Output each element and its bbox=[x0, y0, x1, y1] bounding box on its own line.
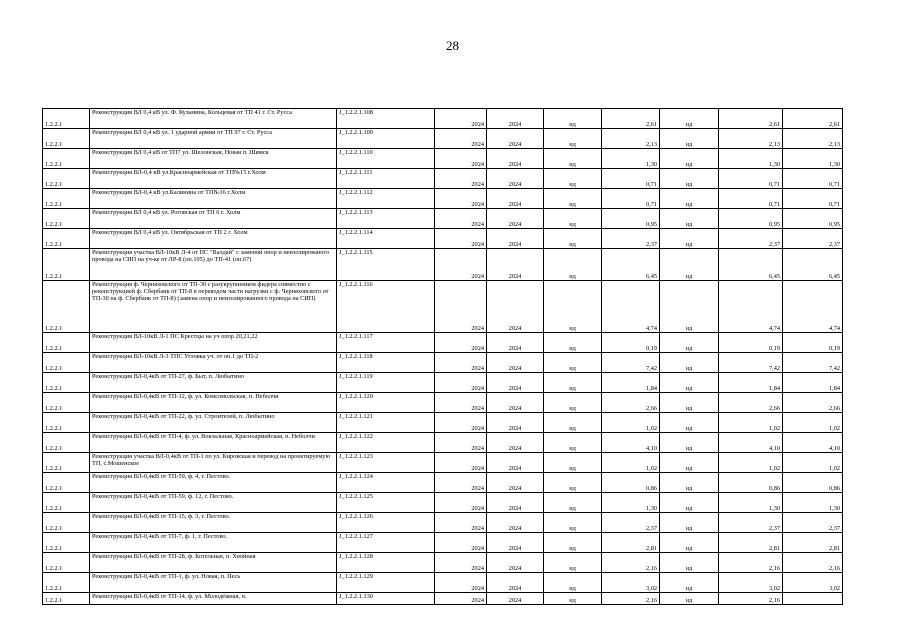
table-row bbox=[43, 513, 843, 533]
table-row bbox=[43, 333, 843, 353]
row-value-1: 2,16 bbox=[602, 553, 660, 573]
row-year-start: 2024 bbox=[435, 249, 487, 281]
row-value-1: 6,45 bbox=[602, 249, 660, 281]
row-value-1: 2,61 bbox=[602, 109, 660, 129]
row-year-start: 2024 bbox=[435, 493, 487, 513]
table-row bbox=[43, 149, 843, 169]
row-name: Реконструкция ВЛ-10кВ Л-3 ТПС Угловка уч. от оп.1 до ТП-2 bbox=[90, 353, 337, 373]
row-year-start: 2024 bbox=[435, 169, 487, 189]
row-code: 1.2.2.1 bbox=[43, 149, 90, 169]
row-value-3: 4,74 bbox=[783, 281, 843, 333]
row-value-2: 6,45 bbox=[719, 249, 783, 281]
table-row bbox=[43, 573, 843, 593]
row-nd-1: нд bbox=[544, 433, 602, 453]
row-year-start: 2024 bbox=[435, 281, 487, 333]
row-id: J_1.2.2.1.109 bbox=[337, 129, 435, 149]
row-name: Реконструкция ВЛ-0,4кВ от ТП-14, ф. ул. Молодёжная, п. bbox=[90, 593, 337, 605]
row-value-2: 4,10 bbox=[719, 433, 783, 453]
row-value-1: 0,86 bbox=[602, 473, 660, 493]
row-value-2: 2,66 bbox=[719, 393, 783, 413]
row-nd-2: нд bbox=[660, 189, 719, 209]
table-row bbox=[43, 453, 843, 473]
row-name: Реконструкция ВЛ-0,4 кВ ул.Красноармейская от ТП№15 г.Холм bbox=[90, 169, 337, 189]
row-value-3: 0,71 bbox=[783, 189, 843, 209]
row-nd-1: нд bbox=[544, 493, 602, 513]
row-nd-2: нд bbox=[660, 573, 719, 593]
row-name: Реконструкция ВЛ-0,4кВ от ТП-12, ф. ул. Комсомольская, п. Неболчи bbox=[90, 393, 337, 413]
row-year-end: 2024 bbox=[487, 513, 544, 533]
row-year-start: 2024 bbox=[435, 189, 487, 209]
row-value-3: 1,30 bbox=[783, 493, 843, 513]
row-value-3: 2,16 bbox=[783, 553, 843, 573]
row-nd-2: нд bbox=[660, 433, 719, 453]
row-id: J_1.2.2.1.127 bbox=[337, 533, 435, 553]
row-value-2: 0,71 bbox=[719, 169, 783, 189]
row-id: J_1.2.2.1.121 bbox=[337, 413, 435, 433]
row-value-3: 0,71 bbox=[783, 169, 843, 189]
row-year-end: 2024 bbox=[487, 593, 544, 605]
row-code: 1.2.2.1 bbox=[43, 453, 90, 473]
row-name: Реконструкция ф. Черняховского от ТП-30 с разукрупнением фидера совместно с реконструкцией ф. Сбербанк от ТП-8 в переводом части нагрузки с ф. Черняховского от ТП-30 на ф. Сбербанк от ТП-8) (замена опор и неизолированного провода на СИП) bbox=[90, 281, 337, 333]
row-code: 1.2.2.1 bbox=[43, 169, 90, 189]
row-name: Реконструкция ВЛ-0,4кВ от ТП-1, ф. ул. Новая, п. Песь bbox=[90, 573, 337, 593]
row-value-2: 2,61 bbox=[719, 109, 783, 129]
row-value-1: 0,95 bbox=[602, 209, 660, 229]
table-row bbox=[43, 109, 843, 129]
row-name: Реконструкция ВЛ-10кВ Л-1 ПС Крестцы на уч опор 20,21,22 bbox=[90, 333, 337, 353]
row-year-end: 2024 bbox=[487, 281, 544, 333]
row-nd-2: нд bbox=[660, 149, 719, 169]
row-nd-1: нд bbox=[544, 333, 602, 353]
row-nd-2: нд bbox=[660, 129, 719, 149]
row-year-end: 2024 bbox=[487, 149, 544, 169]
row-year-start: 2024 bbox=[435, 373, 487, 393]
row-code: 1.2.2.1 bbox=[43, 513, 90, 533]
row-value-1: 0,19 bbox=[602, 333, 660, 353]
row-year-end: 2024 bbox=[487, 473, 544, 493]
row-value-2: 1,02 bbox=[719, 453, 783, 473]
row-nd-2: нд bbox=[660, 453, 719, 473]
row-code: 1.2.2.1 bbox=[43, 229, 90, 249]
row-nd-1: нд bbox=[544, 573, 602, 593]
row-year-end: 2024 bbox=[487, 249, 544, 281]
table-row bbox=[43, 593, 843, 605]
row-code: 1.2.2.1 bbox=[43, 249, 90, 281]
row-name: Реконструкция ВЛ-0,4кВ от ТП-15, ф. 3, г. Пестово. bbox=[90, 513, 337, 533]
row-value-1: 4,10 bbox=[602, 433, 660, 453]
table-row bbox=[43, 129, 843, 149]
row-value-3: 1,30 bbox=[783, 149, 843, 169]
row-value-3: 2,37 bbox=[783, 229, 843, 249]
row-nd-2: нд bbox=[660, 169, 719, 189]
row-code: 1.2.2.1 bbox=[43, 413, 90, 433]
row-value-1: 1,84 bbox=[602, 373, 660, 393]
row-value-1: 1,02 bbox=[602, 413, 660, 433]
row-value-3: 2,13 bbox=[783, 129, 843, 149]
row-nd-2: нд bbox=[660, 473, 719, 493]
row-nd-2: нд bbox=[660, 109, 719, 129]
row-value-2: 2,81 bbox=[719, 533, 783, 553]
row-code: 1.2.2.1 bbox=[43, 353, 90, 373]
row-nd-1: нд bbox=[544, 533, 602, 553]
row-value-1: 3,02 bbox=[602, 573, 660, 593]
row-nd-1: нд bbox=[544, 413, 602, 433]
row-nd-2: нд bbox=[660, 553, 719, 573]
row-year-start: 2024 bbox=[435, 573, 487, 593]
table-row bbox=[43, 533, 843, 553]
row-value-2: 4,74 bbox=[719, 281, 783, 333]
row-name: Реконструкция ВЛ-0,4кВ от ТП-59, ф. 12, г. Пестово. bbox=[90, 493, 337, 513]
row-code: 1.2.2.1 bbox=[43, 109, 90, 129]
row-name: Реконструкция ВЛ-0,4кВ от ТП-4, ф. ул. Вокзальная, Красноармейская, п. Неболчи bbox=[90, 433, 337, 453]
row-nd-1: нд bbox=[544, 393, 602, 413]
row-id: J_1.2.2.1.128 bbox=[337, 553, 435, 573]
row-value-1: 2,37 bbox=[602, 229, 660, 249]
row-code: 1.2.2.1 bbox=[43, 593, 90, 605]
row-value-1: 1,30 bbox=[602, 493, 660, 513]
row-value-3: 4,10 bbox=[783, 433, 843, 453]
row-nd-2: нд bbox=[660, 393, 719, 413]
row-year-start: 2024 bbox=[435, 473, 487, 493]
row-code: 1.2.2.1 bbox=[43, 493, 90, 513]
row-nd-2: нд bbox=[660, 533, 719, 553]
row-nd-2: нд bbox=[660, 281, 719, 333]
row-code: 1.2.2.1 bbox=[43, 333, 90, 353]
row-value-1: 2,37 bbox=[602, 513, 660, 533]
row-name: Реконструкция ВЛ-0,4кВ от ТП-59, ф. 4, г. Пестово. bbox=[90, 473, 337, 493]
row-year-end: 2024 bbox=[487, 333, 544, 353]
row-year-start: 2024 bbox=[435, 129, 487, 149]
row-name: Реконструкция ВЛ 0,4 кВ от ТП7 ул. Шелонская, Новая п. Шимск bbox=[90, 149, 337, 169]
row-name: Реконструкция ВЛ-0,4кВ от ТП-7, ф. 1, г. Пестово. bbox=[90, 533, 337, 553]
row-nd-2: нд bbox=[660, 209, 719, 229]
table-row bbox=[43, 473, 843, 493]
row-value-2: 2,37 bbox=[719, 513, 783, 533]
row-nd-2: нд bbox=[660, 249, 719, 281]
row-id: J_1.2.2.1.108 bbox=[337, 109, 435, 129]
table-row bbox=[43, 553, 843, 573]
row-year-end: 2024 bbox=[487, 573, 544, 593]
row-year-start: 2024 bbox=[435, 109, 487, 129]
row-value-2: 0,95 bbox=[719, 209, 783, 229]
row-value-3: 1,02 bbox=[783, 413, 843, 433]
row-name: Реконструкция ВЛ-0,4 кВ ул.Калинина от ТП№16 г.Холм bbox=[90, 189, 337, 209]
row-nd-1: нд bbox=[544, 249, 602, 281]
row-nd-1: нд bbox=[544, 109, 602, 129]
table-row bbox=[43, 189, 843, 209]
row-nd-2: нд bbox=[660, 373, 719, 393]
table-row bbox=[43, 281, 843, 333]
row-year-end: 2024 bbox=[487, 189, 544, 209]
row-value-2: 1,30 bbox=[719, 149, 783, 169]
row-year-end: 2024 bbox=[487, 169, 544, 189]
row-id: J_1.2.2.1.113 bbox=[337, 209, 435, 229]
row-value-3 bbox=[783, 593, 843, 605]
row-value-1: 4,74 bbox=[602, 281, 660, 333]
row-code: 1.2.2.1 bbox=[43, 473, 90, 493]
row-year-start: 2024 bbox=[435, 433, 487, 453]
row-value-1: 2,66 bbox=[602, 393, 660, 413]
row-value-3: 1,84 bbox=[783, 373, 843, 393]
row-value-2: 0,19 bbox=[719, 333, 783, 353]
row-year-start: 2024 bbox=[435, 353, 487, 373]
row-code: 1.2.2.1 bbox=[43, 129, 90, 149]
row-nd-1: нд bbox=[544, 169, 602, 189]
row-year-end: 2024 bbox=[487, 493, 544, 513]
row-code: 1.2.2.1 bbox=[43, 281, 90, 333]
row-value-2: 7,42 bbox=[719, 353, 783, 373]
row-code: 1.2.2.1 bbox=[43, 373, 90, 393]
table-row bbox=[43, 373, 843, 393]
row-value-3: 0,86 bbox=[783, 473, 843, 493]
row-value-3: 1,02 bbox=[783, 453, 843, 473]
row-value-1: 1,30 bbox=[602, 149, 660, 169]
row-year-start: 2024 bbox=[435, 393, 487, 413]
row-year-start: 2024 bbox=[435, 533, 487, 553]
row-year-start: 2024 bbox=[435, 229, 487, 249]
row-value-3: 2,37 bbox=[783, 513, 843, 533]
table-row bbox=[43, 249, 843, 281]
row-code: 1.2.2.1 bbox=[43, 553, 90, 573]
row-nd-2: нд bbox=[660, 413, 719, 433]
row-nd-2: нд bbox=[660, 229, 719, 249]
row-nd-1: нд bbox=[544, 373, 602, 393]
row-id: J_1.2.2.1.110 bbox=[337, 149, 435, 169]
row-code: 1.2.2.1 bbox=[43, 533, 90, 553]
row-name: Реконструкция ВЛ-0,4кВ от ТП-27, ф. Быт, п. Любытино bbox=[90, 373, 337, 393]
row-name: Реконструкция участка ВЛ-10кВ Л-4 от ПС "Валдай" с заменой опор и неизолированого провода на СИП на уч-ке от ЛР-8 (оп.105) до ТП-41 (оп.67) bbox=[90, 249, 337, 281]
row-name: Реконструкция ВЛ 0,4 кВ ул. Октябрьская от ТП 2 г. Холм bbox=[90, 229, 337, 249]
row-value-2: 0,71 bbox=[719, 189, 783, 209]
row-id: J_1.2.2.1.116 bbox=[337, 281, 435, 333]
row-value-2: 2,13 bbox=[719, 129, 783, 149]
row-value-2: 3,02 bbox=[719, 573, 783, 593]
row-id: J_1.2.2.1.115 bbox=[337, 249, 435, 281]
row-id: J_1.2.2.1.114 bbox=[337, 229, 435, 249]
row-nd-1: нд bbox=[544, 593, 602, 605]
row-nd-1: нд bbox=[544, 149, 602, 169]
row-code: 1.2.2.1 bbox=[43, 433, 90, 453]
row-id: J_1.2.2.1.130 bbox=[337, 593, 435, 605]
row-year-end: 2024 bbox=[487, 129, 544, 149]
row-year-end: 2024 bbox=[487, 413, 544, 433]
row-year-start: 2024 bbox=[435, 413, 487, 433]
row-year-end: 2024 bbox=[487, 209, 544, 229]
row-name: Реконструкция ВЛ-0,4кВ от ТП-28, ф. Котельная, п. Хвойная bbox=[90, 553, 337, 573]
row-year-end: 2024 bbox=[487, 353, 544, 373]
row-name: Реконструкция ВЛ 0,4 кВ ул. Ф. Кузьмина, Кольцевая от ТП 41 г. Ст. Русса bbox=[90, 109, 337, 129]
row-nd-1: нд bbox=[544, 513, 602, 533]
row-nd-2: нд bbox=[660, 333, 719, 353]
row-value-3: 2,81 bbox=[783, 533, 843, 553]
row-code: 1.2.2.1 bbox=[43, 393, 90, 413]
row-year-start: 2024 bbox=[435, 453, 487, 473]
row-nd-1: нд bbox=[544, 453, 602, 473]
row-value-2: 1,02 bbox=[719, 413, 783, 433]
row-value-1: 0,71 bbox=[602, 169, 660, 189]
row-nd-1: нд bbox=[544, 473, 602, 493]
row-value-1: 2,16 bbox=[602, 593, 660, 605]
row-year-end: 2024 bbox=[487, 433, 544, 453]
table-row bbox=[43, 393, 843, 413]
row-year-end: 2024 bbox=[487, 453, 544, 473]
row-value-3: 6,45 bbox=[783, 249, 843, 281]
row-nd-2: нд bbox=[660, 593, 719, 605]
row-year-end: 2024 bbox=[487, 109, 544, 129]
row-value-2: 2,16 bbox=[719, 593, 783, 605]
row-year-start: 2024 bbox=[435, 593, 487, 605]
table-row bbox=[43, 229, 843, 249]
row-nd-1: нд bbox=[544, 553, 602, 573]
table-row bbox=[43, 209, 843, 229]
row-value-3: 2,66 bbox=[783, 393, 843, 413]
row-id: J_1.2.2.1.124 bbox=[337, 473, 435, 493]
row-code: 1.2.2.1 bbox=[43, 573, 90, 593]
row-nd-2: нд bbox=[660, 353, 719, 373]
row-value-2: 1,30 bbox=[719, 493, 783, 513]
row-id: J_1.2.2.1.126 bbox=[337, 513, 435, 533]
row-id: J_1.2.2.1.129 bbox=[337, 573, 435, 593]
row-value-1: 0,71 bbox=[602, 189, 660, 209]
row-year-end: 2024 bbox=[487, 373, 544, 393]
row-nd-1: нд bbox=[544, 281, 602, 333]
row-value-1: 2,13 bbox=[602, 129, 660, 149]
row-year-start: 2024 bbox=[435, 553, 487, 573]
row-code: 1.2.2.1 bbox=[43, 189, 90, 209]
table-body bbox=[43, 109, 843, 605]
row-year-start: 2024 bbox=[435, 209, 487, 229]
page-number: 28 bbox=[446, 38, 459, 53]
row-name: Реконструкция ВЛ 0,4 кВ ул. 1 ударной армии от ТП 97 г. Ст. Русса bbox=[90, 129, 337, 149]
row-nd-1: нд bbox=[544, 209, 602, 229]
row-nd-2: нд bbox=[660, 493, 719, 513]
row-nd-1: нд bbox=[544, 189, 602, 209]
row-value-2: 2,16 bbox=[719, 553, 783, 573]
row-year-end: 2024 bbox=[487, 229, 544, 249]
row-value-1: 2,81 bbox=[602, 533, 660, 553]
row-nd-1: нд bbox=[544, 353, 602, 373]
row-year-end: 2024 bbox=[487, 393, 544, 413]
row-id: J_1.2.2.1.111 bbox=[337, 169, 435, 189]
row-value-1: 1,02 bbox=[602, 453, 660, 473]
row-value-3: 2,61 bbox=[783, 109, 843, 129]
row-id: J_1.2.2.1.123 bbox=[337, 453, 435, 473]
table-row bbox=[43, 169, 843, 189]
row-name: Реконструкция ВЛ-0,4кВ от ТП-22, ф. ул. Строителей, п. Любытино bbox=[90, 413, 337, 433]
row-id: J_1.2.2.1.122 bbox=[337, 433, 435, 453]
row-year-start: 2024 bbox=[435, 513, 487, 533]
row-value-3: 3,02 bbox=[783, 573, 843, 593]
table-row bbox=[43, 353, 843, 373]
row-value-2: 2,37 bbox=[719, 229, 783, 249]
row-nd-2: нд bbox=[660, 513, 719, 533]
row-id: J_1.2.2.1.120 bbox=[337, 393, 435, 413]
row-id: J_1.2.2.1.125 bbox=[337, 493, 435, 513]
row-year-start: 2024 bbox=[435, 333, 487, 353]
row-value-3: 7,42 bbox=[783, 353, 843, 373]
row-id: J_1.2.2.1.112 bbox=[337, 189, 435, 209]
table-row bbox=[43, 493, 843, 513]
row-value-2: 1,84 bbox=[719, 373, 783, 393]
table-row bbox=[43, 433, 843, 453]
table-row bbox=[43, 413, 843, 433]
row-id: J_1.2.2.1.117 bbox=[337, 333, 435, 353]
row-value-3: 0,95 bbox=[783, 209, 843, 229]
row-nd-1: нд bbox=[544, 129, 602, 149]
row-year-end: 2024 bbox=[487, 533, 544, 553]
investment-table bbox=[42, 108, 843, 605]
row-code: 1.2.2.1 bbox=[43, 209, 90, 229]
row-id: J_1.2.2.1.118 bbox=[337, 353, 435, 373]
row-name: Реконструкция ВЛ 0,4 кВ ул. Роговская от ТП 6 г. Холм bbox=[90, 209, 337, 229]
row-nd-1: нд bbox=[544, 229, 602, 249]
row-year-start: 2024 bbox=[435, 149, 487, 169]
row-value-2: 0,86 bbox=[719, 473, 783, 493]
row-id: J_1.2.2.1.119 bbox=[337, 373, 435, 393]
row-name: Реконструкция участка ВЛ-0,4кВ от ТП-1 по ул. Кировская и перевод на проектируемую ТП, с.Мошенское bbox=[90, 453, 337, 473]
row-value-3: 0,19 bbox=[783, 333, 843, 353]
row-year-end: 2024 bbox=[487, 553, 544, 573]
row-value-1: 7,42 bbox=[602, 353, 660, 373]
